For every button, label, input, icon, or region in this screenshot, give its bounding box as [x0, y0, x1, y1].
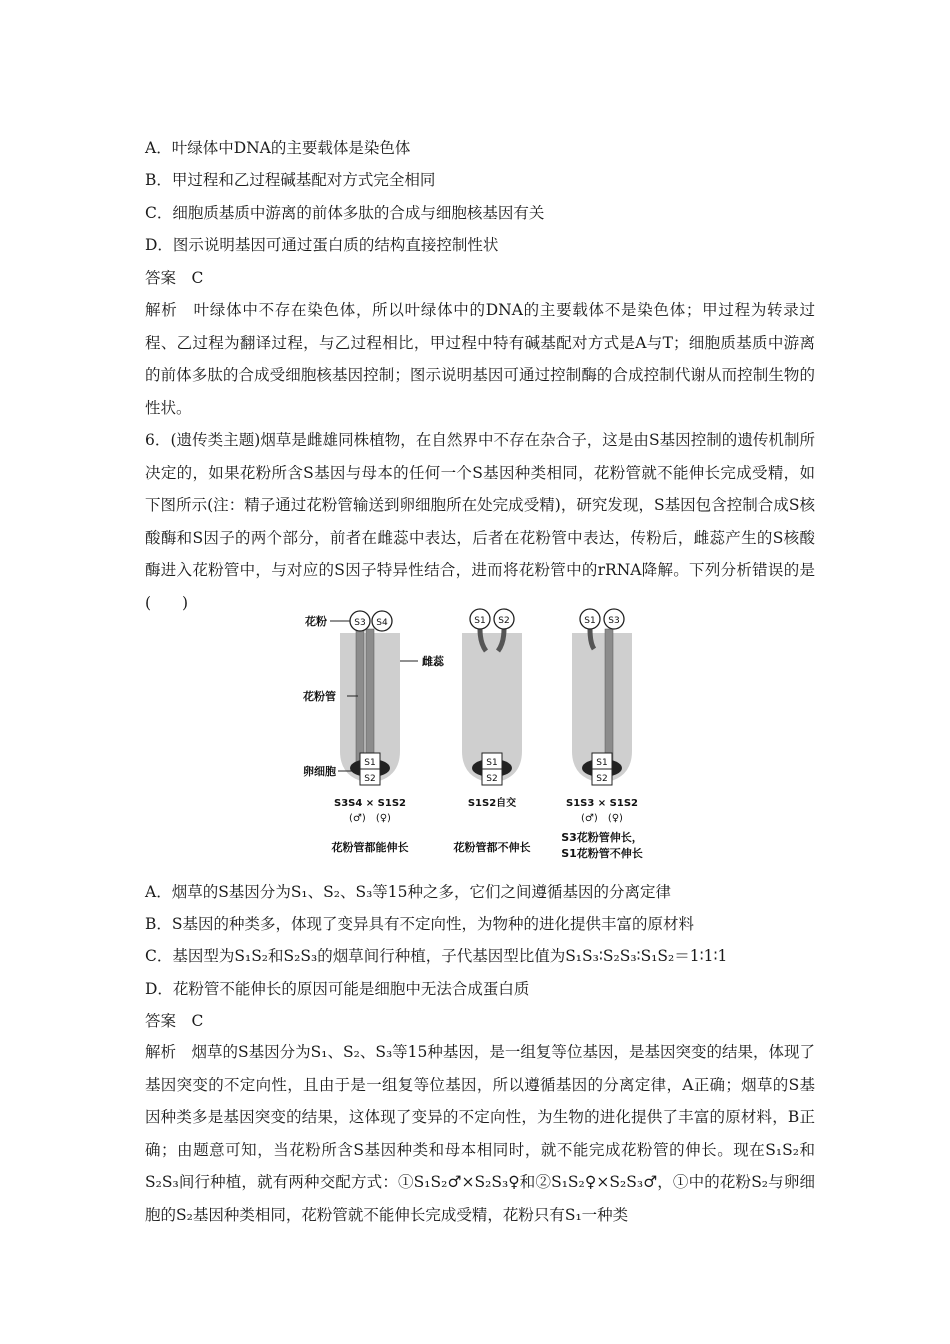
panel-3 [561, 609, 643, 860]
q6-option-a: A．烟草的S基因分为S₁、S₂、S₃等15种之多，它们之间遵循基因的分离定律 [145, 883, 672, 901]
egg-allele: S2 [486, 774, 498, 784]
egg-allele: S2 [596, 774, 608, 784]
q5-analysis: 解析 叶绿体中不存在染色体，所以叶绿体中的DNA的主要载体不是染色体；甲过程为转录过程、乙过程为翻译过程，与乙过程相比，甲过程中特有碱基配对方式是A与T；细胞质基质中游离的前体多肽的合成受细胞核基因控制；图示说明基因可通过控制酶的合成控制代谢从而控制生物的性状。 [145, 301, 815, 417]
result-label: 花粉管都不伸长 [453, 841, 531, 854]
q5-option-b: B．甲过程和乙过程碱基配对方式完全相同 [145, 171, 436, 189]
result-label: S3花粉管伸长， [561, 831, 643, 844]
q5-option-a: A．叶绿体中DNA的主要载体是染色体 [145, 139, 411, 157]
pollen-tube-3 [605, 629, 613, 764]
sex-label: (♂) (♀) [581, 813, 623, 824]
sex-label: (♂) (♀) [349, 813, 391, 824]
pollen-tube-figure [300, 603, 660, 865]
pistil-label: 雌蕊 [422, 655, 444, 668]
q6-option-d: D．花粉管不能伸长的原因可能是细胞中无法合成蛋白质 [145, 980, 530, 998]
q6-answer: 答案 C [145, 1012, 204, 1030]
pollen-allele: S4 [376, 618, 388, 628]
egg-allele: S1 [596, 758, 608, 768]
cross-label: S1S2自交 [467, 798, 517, 809]
pollen-allele: S1 [584, 616, 596, 626]
panel-2 [453, 609, 531, 854]
q6-stem: 6．(遗传类主题)烟草是雌雄同株植物，在自然界中不存在杂合子，这是由S基因控制的遗传机制所决定的，如果花粉所含S基因与母本的任何一个S基因种类相同，花粉管就不能伸长完成受精，如下图所示(注：精子通过花粉管输送到卵细胞所在处完成受精)，研究发现，S基因包含控制合成S核酸酶和S因子的两个部分，前者在雌蕊中表达，后者在花粉管中表达，传粉后，雌蕊产生的S核酸酶进入花粉管中，与对应的S因子特异性结合，进而将花粉管中的rRNA降解。下列分析错误的是( ) [145, 431, 815, 612]
egg-allele: S2 [364, 774, 376, 784]
result-label: S1花粉管不伸长 [561, 847, 643, 860]
pollen-label: 花粉 [305, 615, 327, 628]
q5-answer: 答案 C [145, 269, 204, 287]
pollen-allele: S3 [354, 618, 366, 628]
pollen-allele: S2 [498, 616, 510, 626]
cross-label: S1S3 × S1S2 [566, 798, 638, 809]
pollen-tube-1b [366, 629, 374, 764]
pollen-allele: S1 [474, 616, 486, 626]
cross-label: S3S4 × S1S2 [334, 798, 406, 809]
egg-allele: S1 [364, 758, 376, 768]
result-label: 花粉管都能伸长 [331, 841, 409, 854]
q6-analysis: 解析 烟草的S基因分为S₁、S₂、S₃等15种基因，是一组复等位基因，是基因突变的结果，体现了基因突变的不定向性，且由于是一组复等位基因，所以遵循基因的分离定律，A正确；烟草的S基因种类多是基因突变的结果，这体现了变异的不定向性，为生物的进化提供了丰富的原材料，B正确；由题意可知，当花粉所含S基因种类和母本相同时，就不能完成花粉管的伸长。现在S₁S₂和S₂S₃间行种植，就有两种交配方式：①S₁S₂♂×S₂S₃♀和②S₁S₂♀×S₂S₃♂，①中的花粉S₂与卵细胞的S₂基因种类相同，花粉管就不能伸长完成受精，花粉只有S₁一种类 [145, 1043, 815, 1224]
pollen-allele: S3 [608, 616, 620, 626]
egg-cell-label: 卵细胞 [303, 765, 336, 778]
q5-option-c: C．细胞质基质中游离的前体多肽的合成与细胞核基因有关 [145, 204, 545, 222]
panel-1 [331, 611, 409, 854]
q5-option-d: D．图示说明基因可通过蛋白质的结构直接控制性状 [145, 236, 499, 254]
pollen-tube-label: 花粉管 [303, 690, 336, 703]
egg-allele: S1 [486, 758, 498, 768]
q6-option-b: B．S基因的种类多，体现了变异具有不定向性，为物种的进化提供丰富的原材料 [145, 915, 695, 933]
q6-option-c: C．基因型为S₁S₂和S₂S₃的烟草间行种植，子代基因型比值为S₁S₃∶S₂S₃∶S₁S₂＝1∶1∶1 [145, 947, 728, 965]
